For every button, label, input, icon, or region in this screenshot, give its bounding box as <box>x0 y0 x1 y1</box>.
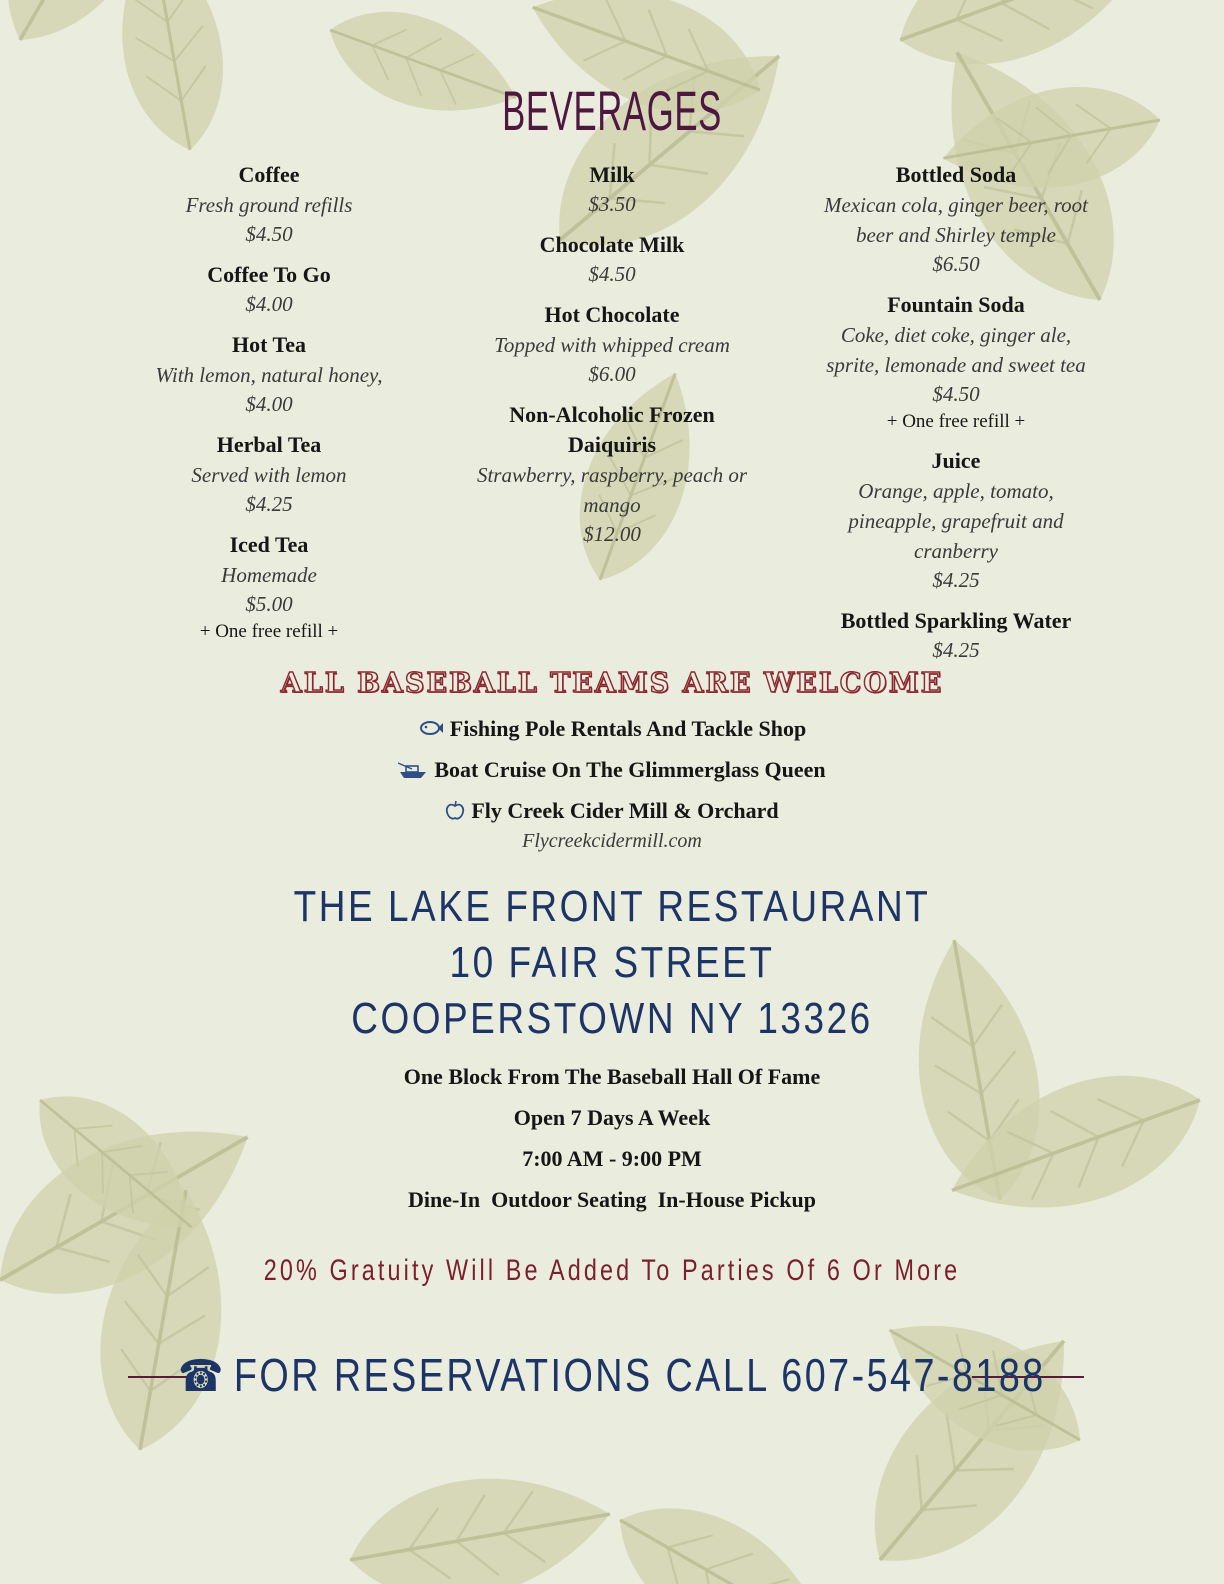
item-name: Coffee To Go <box>207 262 331 287</box>
gratuity-notice: 20% Gratuity Will Be Added To Parties Of 6 Or More <box>263 1254 961 1287</box>
item-price: $3.50 <box>588 192 636 216</box>
beverages-column-1 <box>138 160 400 656</box>
item-name: Hot Chocolate <box>544 302 680 327</box>
telephone-icon: ☎ <box>178 1352 226 1401</box>
item-price: $4.00 <box>245 292 293 316</box>
service-options: Dine-In Outdoor Seating In-House Pickup <box>408 1187 816 1212</box>
item-price: $5.00 <box>245 592 293 616</box>
page-title: BEVERAGES <box>502 79 722 142</box>
item-note: + One free refill + <box>199 621 339 642</box>
beverages-column-2 <box>472 160 752 560</box>
item-name: Iced Tea <box>229 532 309 557</box>
item-description: Orange, apple, tomato, pineapple, grapefruit and cranberry <box>848 479 1064 563</box>
item-name: Non-Alcoholic Frozen Daiquiris <box>509 402 715 457</box>
item-price: $12.00 <box>583 522 641 546</box>
attraction-label: Fly Creek Cider Mill & Orchard <box>471 798 779 823</box>
menu-item <box>818 160 1094 279</box>
item-name: Chocolate Milk <box>539 232 685 257</box>
item-name: Coffee <box>238 162 300 187</box>
menu-item <box>472 400 752 549</box>
menu-item <box>472 230 752 289</box>
item-description: Fresh ground refills <box>185 193 353 217</box>
item-description: Strawberry, raspberry, peach or mango <box>476 463 748 517</box>
item-name: Juice <box>931 448 981 473</box>
reservations-line <box>110 1348 1114 1402</box>
item-description: Mexican cola, ginger beer, root beer and Shirley temple <box>824 193 1088 247</box>
attraction-boat-cruise <box>0 757 1224 786</box>
opening-hours: 7:00 AM - 9:00 PM <box>522 1146 702 1171</box>
attraction-label: Fishing Pole Rentals And Tackle Shop <box>449 716 807 741</box>
item-name: Bottled Sparkling Water <box>840 608 1072 633</box>
menu-item <box>472 300 752 389</box>
item-name: Milk <box>589 162 635 187</box>
item-description: With lemon, natural honey, <box>155 363 383 387</box>
item-price: $4.25 <box>932 638 980 662</box>
restaurant-name: THE LAKE FRONT RESTAURANT <box>293 882 931 931</box>
item-price: $6.00 <box>588 362 636 386</box>
item-price: $4.25 <box>245 492 293 516</box>
city-address: COOPERSTOWN NY 13326 <box>351 994 873 1043</box>
attraction-cider-mill <box>0 798 1224 827</box>
item-name: Fountain Soda <box>887 292 1025 317</box>
item-description: Topped with whipped cream <box>494 333 730 357</box>
reservations-text[interactable]: FOR RESERVATIONS CALL 607-547-8188 <box>233 1349 1046 1401</box>
item-name: Bottled Soda <box>895 162 1017 187</box>
item-price: $4.00 <box>245 392 293 416</box>
item-price: $4.25 <box>932 568 980 592</box>
item-price: $4.50 <box>932 382 980 406</box>
menu-item <box>472 160 752 219</box>
attraction-fishing <box>0 716 1224 745</box>
item-name: Herbal Tea <box>216 432 322 457</box>
item-description: Homemade <box>221 563 317 587</box>
welcome-banner: ALL BASEBALL TEAMS ARE WELCOME <box>280 668 944 699</box>
open-days: Open 7 Days A Week <box>513 1105 711 1130</box>
menu-item <box>138 530 400 645</box>
menu-item <box>138 330 400 419</box>
item-note: + One free refill + <box>886 411 1026 432</box>
boat-icon <box>398 760 428 786</box>
menu-item <box>138 430 400 519</box>
attraction-label: Boat Cruise On The Glimmerglass Queen <box>434 757 826 782</box>
website-link[interactable]: Flycreekcidermill.com <box>522 830 702 852</box>
item-price: $4.50 <box>588 262 636 286</box>
item-description: Coke, diet coke, ginger ale, sprite, lemonade and sweet tea <box>826 323 1086 377</box>
item-price: $4.50 <box>245 222 293 246</box>
menu-item <box>818 290 1094 435</box>
menu-item <box>138 260 400 319</box>
beverages-column-3 <box>818 160 1094 676</box>
street-address: 10 FAIR STREET <box>449 938 775 987</box>
fish-icon <box>418 717 444 745</box>
menu-item <box>138 160 400 249</box>
location-note: One Block From The Baseball Hall Of Fame <box>403 1064 821 1089</box>
menu-item <box>818 446 1094 595</box>
item-name: Hot Tea <box>232 332 306 357</box>
apple-icon <box>445 799 465 827</box>
item-price: $6.50 <box>932 252 980 276</box>
item-description: Served with lemon <box>191 463 347 487</box>
menu-item <box>818 606 1094 665</box>
